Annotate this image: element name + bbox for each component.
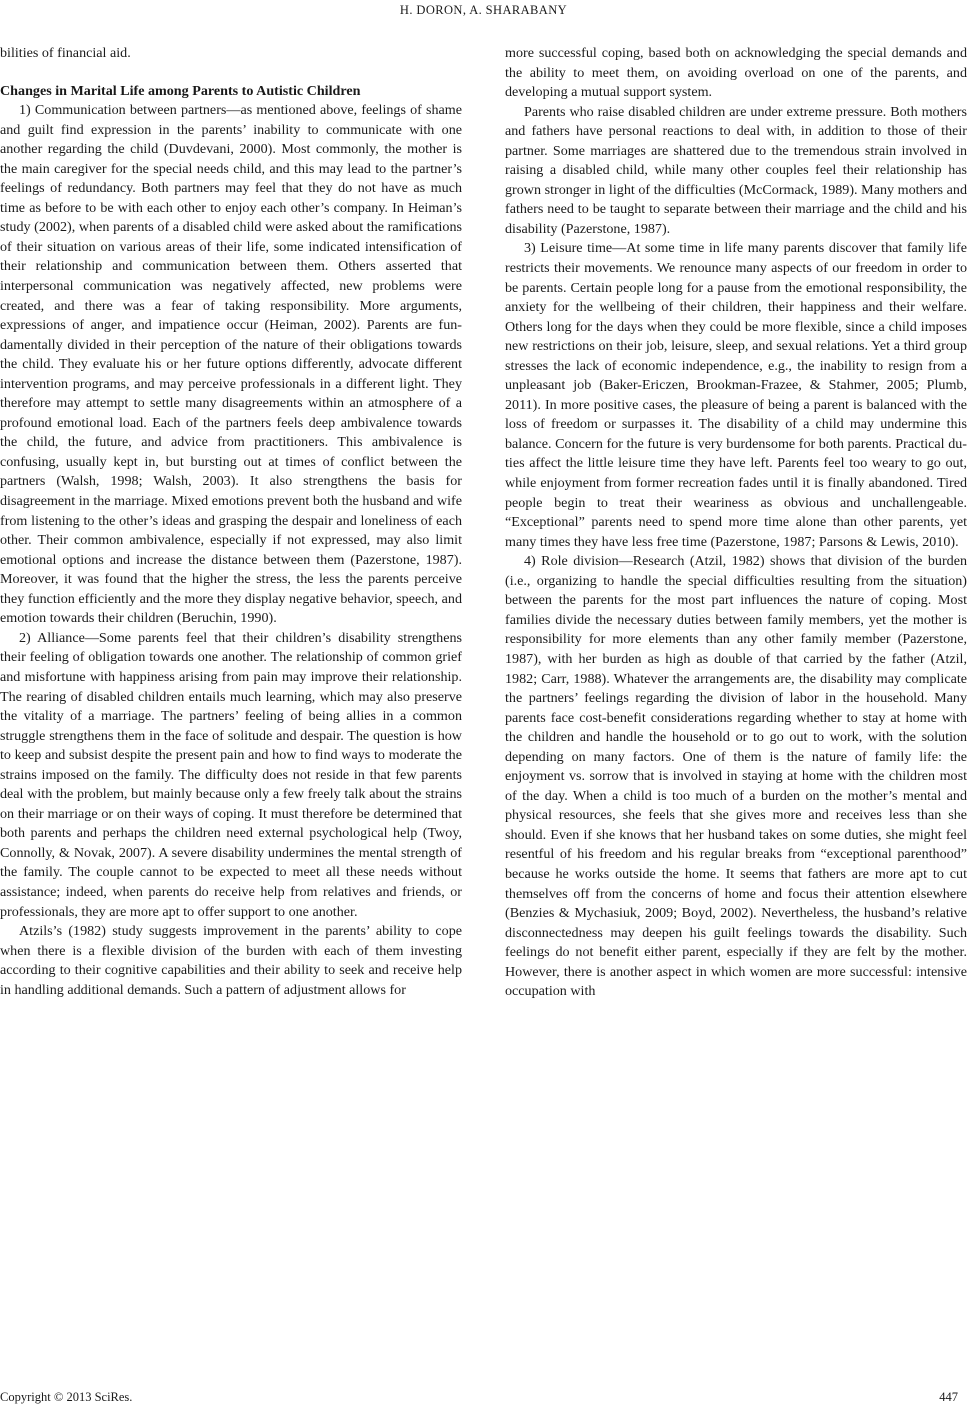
paragraph-communication: 1) Communication between partners—as mentioned above, feelings of shame and guilt find expression in the parents’ inability to communicate with one another regarding the child (Duvdevani, 2000). Most commonly, the mother is the main caregiver for the special needs child, and this may lead to the partner’s feelings of redundancy. Both partners may feel that they do not have as much time as before to be with each other to enjoy each other’s company. In Heiman’s study (2002), when parents of a disabled child were asked about the ramifications of their situation on various areas of their life, some indicated intensification of their relationship and communication between them. Others asserted that interpersonal communication was negatively affected, new problems were created, and there was a fear of taking responsibility. More arguments, expressions of anger, and impatience occur (Heiman, 2002). Parents are fundamentally divided in their perception of the nature of their obligations towards the child. They evaluate his or her future options differently, advocate different intervention programs, and may perceive professionals in a different light. They therefore may attempt to settle many disagreements within an atmosphere of a profound emotional load. Each of the partners feels deep ambivalence towards the child, the future, and advice from practitioners. This ambivalence is confusing, usually kept in, but bursting out at times of conflict between the partners (Walsh, 1998; Walsh, 2003). It also strengthens the basis for disagreement in the marriage. Mixed emotions prevent both the husband and wife from listening to the other’s ideas and grasping the despair and loneliness of each other. Their common ambivalence, especially if not expressed, may also limit emotional options and increase the distance between them (Pazerstone, 1987). Moreover, it was found that the higher the stress, the less the parents perceive they function efficiently and the more they display negative behavior, speech, and emotion towards their children (Beruchin, 1990). [0, 102, 462, 627]
copyright-notice: Copyright © 2013 SciRes. [0, 1390, 133, 1404]
right-column [505, 44, 967, 1002]
paragraph-pressure: Parents who raise disabled children are under extreme pressure. Both mothers and fathers have personal reactions to deal with, in addition to those of their partner. Some marriages are shattered due to the tremendous strain involved in raising a disabled child, while many other couples feel their relationship has grown stronger in light of the difficulties (McCormack, 1989). Many mothers and fathers need to be taught to separate between their marriage and the child and his disability (Pazerstone, 1987). [505, 103, 967, 237]
paragraph-alliance: 2) Alliance—Some parents feel that their children’s disability strengthens their feeling of obligation towards one another. The relationship of common grief and misfortune with happiness arising from pain may improve their relationship. The rearing of disabled children entails much learning, which may also preserve the vitality of a marriage. The partners’ feeling of being allies in a common struggle strengthens them in the face of solitude and despair. The question is how to keep and subsist despite the present pain and how to find ways to moderate the strains imposed on the family. The difficulty does not reside in that few parents deal with the problem, but mainly because only a few freely talk about the strains on their marriage or on their ways of coping. It must therefore be determined that both parents and perhaps the children need external psychological help (Twoy, Connolly, & Novak, 2007). A severe disability undermines the mental strength of the family. The couple cannot to be expected to meet all these needs without assistance; indeed, when parents do receive help from relatives and friends, or professionals, they are more apt to offer support to one another. [0, 629, 462, 920]
paragraph-continuation: more successful coping, based both on acknowledging the special demands and the ability to meet them, on avoiding overload on one of the parents, and developing a mutual support system. [505, 45, 967, 101]
spacer [0, 64, 462, 82]
paragraph-role-division: 4) Role division—Research (Atzil, 1982) shows that division of the burden (i.e., organizing to handle the special difficulties resulting from the situation) between the parents for the most part influences the nature of coping. Most families divide the necessary duties between family members, yet the mother is responsibility for more elements than any other family member (Pazerstone, 1987), with her burden as high as double of that carried by the father (Atzil, 1982; Carr, 1988). Whatever the arrangements are, the disability may complicate the partners’ feelings regarding the division of labor in the household. Many parents face cost-benefit considerations regarding whether to stay at home with the children and handle the household or to go out to work, with the solution depending on many factors. One of them is the nature of family life: the enjoyment vs. sorrow that is involved in staying at home with the children most of the day. When a child is too much of a burden on the mother’s mental and physical resources, she feels that she gives more and receives less than she should. Even if she knows that her husband takes on some duties, she might feel resentful of his freedom and his regular breaks from “exceptional parenthood” because he works outside the home. It seems that fathers are more apt to cut themselves off from the concerns of home and focus their attention elsewhere (Benzies & Mychasiuk, 2009; Boyd, 2002). Nevertheless, the husband’s relative disconnectedness may deepen his guilt feelings towards the disability. Such feelings do not benefit either parent, especially if they are felt by the mother. However, there is another aspect in which women are more successful: intensive occupation with [505, 553, 967, 1000]
paragraph-leisure-time: 3) Leisure time—At some time in life many parents discover that family life restricts their movements. We renounce many aspects of our freedom in order to be parents. Certain people long for a pause from the emotional responsibility, the anxiety for the wellbeing of their children, their happiness and their welfare. Others long for the days when they could be more flexible, since a child imposes new restrictions on their job, leisure, sleep, and sexual relations. Yet a third group stresses the lack of economic independence, e.g., the inability to resign from a unpleasant job (Baker-Ericzen, Brookman-Frazee, & Stahmer, 2005; Plumb, 2011). In more positive cases, the pleasure of being a parent is balanced with the loss of freedom or surpasses it. The disability of a child may undermine this balance. Concern for the future is very burdensome for both parents. Practical duties affect the little leisure time they have left. Parents feel too weary to go out, while enjoyment from former recreation fades until it is finally abandoned. Tired people begin to treat their weariness as obvious and unchallengeable. “Exceptional” parents need to spend more time alone than other parents, yet many times they have less free time (Pazerstone, 1987; Parsons & Lewis, 2010). [505, 240, 967, 550]
page-number: 447 [939, 1390, 958, 1404]
left-column [0, 44, 462, 1000]
running-head: H. DORON, A. SHARABANY [399, 3, 568, 17]
section-heading: Changes in Marital Life among Parents to Autistic Children [0, 82, 361, 99]
intro-fragment: bilities of financial aid. [0, 45, 131, 61]
paragraph-atzil: Atzils’s (1982) study suggests improvement in the parents’ ability to cope when there is a flexible division of the burden with each of them investing according to their cognitive capabilities and their ability to seek and receive help in handling additional demands. Such a pattern of adjustment allows for [0, 923, 462, 998]
